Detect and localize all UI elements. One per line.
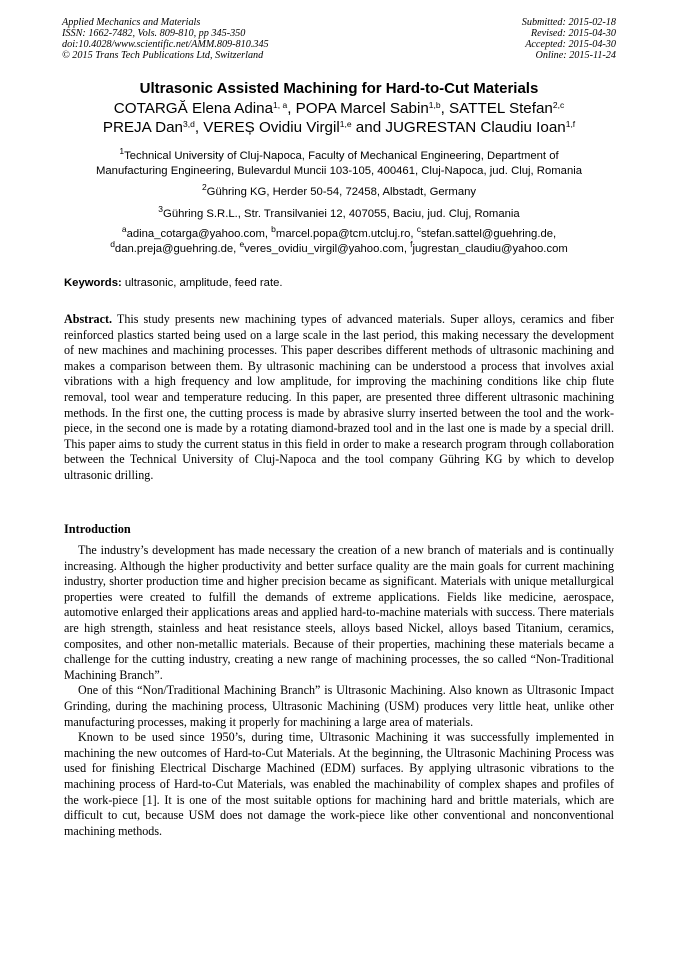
affiliation-number: 3: [158, 204, 164, 214]
email-mark: b: [271, 224, 276, 234]
affiliation-1: [40, 146, 638, 179]
author-affiliation-mark: 1,b: [428, 100, 441, 110]
abstract: [64, 312, 614, 484]
author-name: , VEREȘ Ovidiu Virgil: [194, 119, 340, 136]
journal-issn: ISSN: 1662-7482, Vols. 809-810, pp 345-350: [62, 28, 246, 39]
affiliation-3: [40, 204, 638, 222]
author-list: [40, 99, 638, 137]
affiliation-2: [40, 182, 638, 200]
email-link[interactable]: veres_ovidiu_virgil@yahoo.com,: [244, 243, 411, 255]
keywords: [64, 276, 614, 291]
journal-doi: doi:10.4028/www.scientific.net/AMM.809-810.345: [62, 39, 269, 50]
abstract-label: Abstract.: [64, 312, 113, 326]
author-affiliation-mark: 1,e: [339, 119, 352, 129]
date-online: Online: 2015-11-24: [535, 50, 616, 61]
paragraph: One of this “Non/Traditional Machining Branch” is Ultrasonic Machining. Also known as Ultrasonic Impact Grinding, during the machining process, Ultrasonic Machining (USM) produces very little heat, unlike other manufacturing processes, making it properly for machining a large area of materials.: [64, 683, 614, 729]
author-name: and JUGRESTAN Claudiu Ioan: [351, 119, 566, 136]
author-affiliation-mark: 3,d: [183, 119, 195, 129]
email-link[interactable]: dan.preja@guehring.de,: [114, 243, 240, 255]
affiliation-text: Manufacturing Engineering, Bulevardul Muncii 103-105, 400461, Cluj-Napoca, jud. Cluj, Romania: [95, 165, 583, 177]
author-name: , POPA Marcel Sabin: [287, 100, 429, 117]
author-name: , SATTEL Stefan: [440, 100, 553, 117]
email-link[interactable]: jugrestan_claudiu@yahoo.com: [412, 243, 568, 255]
keywords-label: Keywords:: [64, 277, 122, 289]
paragraph: The industry’s development has made necessary the creation of a new branch of materials and is continually increasing. Although the higher productivity and better surface quality are the main goals for current machining industry, shorter production time and higher precision became as significant. Materials with unique metallurgical properties were created to fulfill the demands of extreme applications. Fields like medicine, aerospace, automotive enlarged their applications areas and applied hard-to-machine materials with success. There materials are high strength, stainless and heat resistance steels, alloys based Nickel, alloys based Titanium, ceramics, composites, and other non-metallic materials. Because of their properties, machining these materials became a challenge for the cutting industry, creating a new range of machining processes, the so called “Non-Traditional Machining Branch”.: [64, 543, 614, 682]
affiliation-text: Gühring S.R.L., Str. Transilvaniei 12, 407055, Baciu, jud. Cluj, Romania: [163, 208, 520, 220]
journal-name: Applied Mechanics and Materials: [62, 17, 201, 28]
author-affiliation-mark: 2,c: [552, 100, 565, 110]
introduction-body: [64, 543, 614, 839]
author-name: PREJA Dan: [102, 119, 184, 136]
affiliation-number: 1: [119, 146, 125, 156]
date-submitted: Submitted: 2015-02-18: [521, 17, 616, 28]
affiliation-text: Technical University of Cluj-Napoca, Faculty of Mechanical Engineering, Department of: [124, 150, 559, 162]
author-name: COTARGĂ Elena Adina: [113, 100, 274, 117]
paragraph: Known to be used since 1950’s, during time, Ultrasonic Machining it was successfully implemented in machining the new outcomes of Hard-to-Cut Materials. At the beginning, the Ultrasonic Machining Process was used for finishing Electrical Discharge Machined (EDM) surfaces. By applying ultrasonic vibrations to the machining process of Hard-to-Cut Materials, was enabled the machinability of complex shapes and profiles of the work-piece [1]. It is one of the most suitable options for machining hard and brittle materials, which are difficult to cut, because USM does not damage the work-piece like other conventional and nonconventional machining methods.: [64, 730, 614, 838]
date-accepted: Accepted: 2015-04-30: [525, 39, 616, 50]
date-revised: Revised: 2015-04-30: [530, 28, 616, 39]
affiliation-text: Gühring KG, Herder 50-54, 72458, Albstadt, Germany: [206, 186, 477, 198]
email-mark: c: [416, 224, 421, 234]
email-link[interactable]: marcel.popa@tcm.utcluj.ro,: [275, 228, 417, 240]
author-emails: [30, 224, 648, 257]
author-affiliation-mark: 1, a: [273, 100, 288, 110]
author-affiliation-mark: 1,f: [565, 119, 576, 129]
email-mark: e: [239, 239, 245, 249]
journal-info: [62, 17, 269, 61]
email-mark: a: [121, 224, 127, 234]
journal-copyright: © 2015 Trans Tech Publications Ltd, Switzerland: [62, 50, 264, 61]
email-link[interactable]: stefan.sattel@guehring.de,: [420, 228, 557, 240]
email-mark: f: [410, 239, 413, 249]
affiliation-number: 2: [201, 182, 207, 192]
publication-dates: [522, 17, 616, 61]
keywords-text: ultrasonic, amplitude, feed rate.: [121, 277, 283, 289]
email-link[interactable]: adina_cotarga@yahoo.com,: [126, 228, 272, 240]
abstract-text: This study presents new machining types of advanced materials. Super alloys, ceramics and fiber reinforced plastics started being used on a large scale in the last period, this making necessary the development of new machines and machining processes. This paper describes different methods of ultrasonic machining and makes a comparison between them. By ultrasonic machining can be understood a process that involves axial vibrations with a high frequency and low amplitude, for improving the machining conditions like chip flute removal, tool wear and temperature reducing. In this paper, are presented three different ultrasonic machining methods. In the first one, the cutting process is made by abrasive slurry inserted between the tool and the work-piece, in the second one is made by a rotating diamond-brazed tool and in the last one is made by a special drill. This paper aims to study the current status in this field in order to make a research program through collaboration between the Technical University of Cluj-Napoca and the tool company Gühring KG by which to develop ultrasonic drilling.: [64, 312, 614, 482]
paper-title: Ultrasonic Assisted Machining for Hard-to-Cut Materials: [139, 80, 539, 97]
section-heading-introduction: Introduction: [64, 522, 131, 536]
email-mark: d: [110, 239, 115, 249]
